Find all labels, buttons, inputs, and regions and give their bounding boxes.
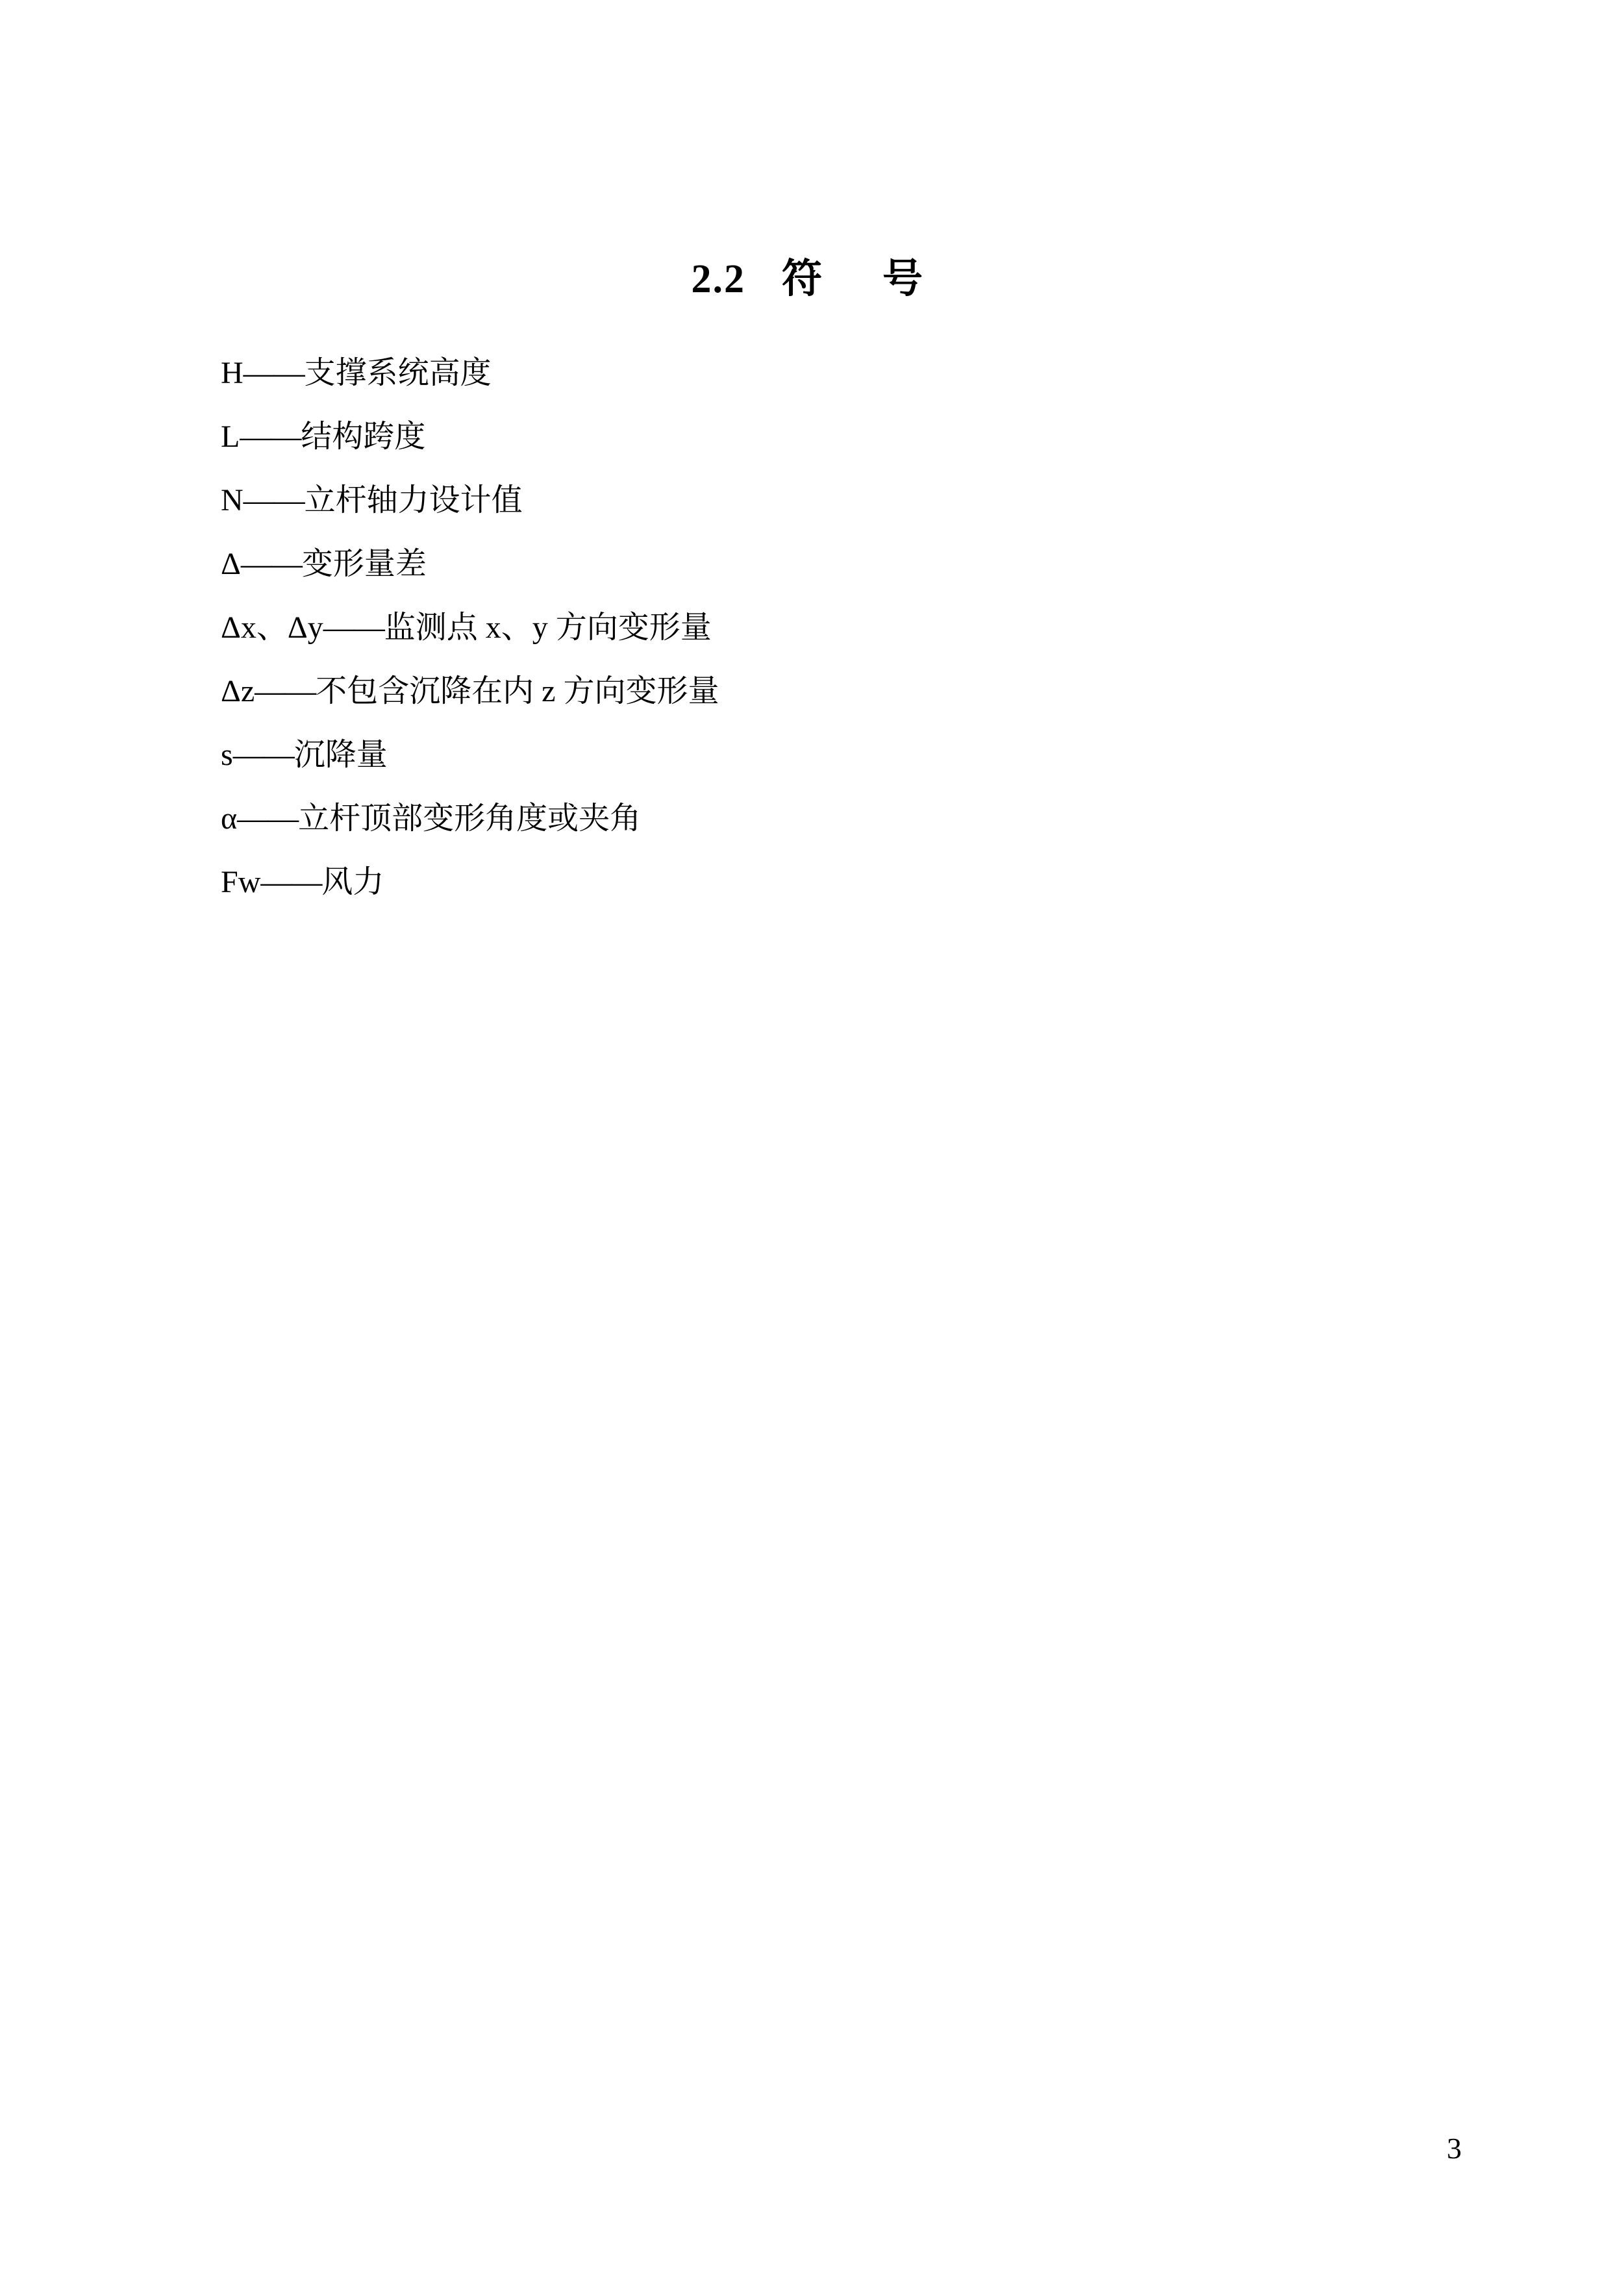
symbol-description: 不包含沉降在内 z 方向变形量 — [316, 674, 719, 708]
dash-separator: —— — [240, 547, 302, 581]
symbol: L — [221, 419, 240, 454]
symbol-description: 变形量差 — [301, 547, 427, 581]
symbol-definition-row — [221, 549, 1494, 580]
section-heading — [0, 257, 1624, 301]
symbol-definition-row — [221, 867, 1494, 898]
symbol: Δz — [221, 674, 255, 708]
symbol-definition-row — [221, 803, 1494, 834]
symbol-description: 风力 — [321, 865, 384, 899]
symbol: H — [221, 356, 244, 390]
symbol-description: 结构跨度 — [301, 419, 426, 454]
dash-separator: —— — [260, 865, 322, 899]
symbol-definition-row — [221, 676, 1494, 707]
section-title: 符 号 — [781, 257, 933, 301]
symbol-description: 支撑系统高度 — [304, 356, 492, 390]
page-number: 3 — [1447, 2132, 1462, 2165]
section-number: 2.2 — [691, 257, 745, 301]
symbol-description: 沉降量 — [294, 738, 388, 772]
symbol-definition-row — [221, 612, 1494, 643]
symbol-description: 监测点 x、y 方向变形量 — [384, 610, 712, 645]
symbol-definition-row — [221, 358, 1494, 389]
dash-separator: —— — [243, 483, 305, 518]
dash-separator: —— — [243, 356, 305, 390]
symbol: α — [221, 801, 238, 836]
symbol: s — [221, 738, 233, 772]
dash-separator: —— — [240, 419, 301, 454]
symbol: Δ — [221, 547, 241, 581]
symbol-definition-row — [221, 740, 1494, 771]
dash-separator: —— — [237, 801, 299, 836]
symbol: Fw — [221, 865, 261, 899]
symbol-description: 立杆轴力设计值 — [304, 483, 523, 518]
symbol-description: 立杆顶部变形角度或夹角 — [298, 801, 642, 836]
symbol-definition-row — [221, 485, 1494, 516]
dash-separator: —— — [255, 674, 316, 708]
dash-separator: —— — [232, 738, 294, 772]
symbol: Δx、Δy — [221, 610, 323, 645]
symbol-definition-row — [221, 421, 1494, 453]
dash-separator: —— — [323, 610, 384, 645]
symbol: N — [221, 483, 244, 518]
symbol-list — [221, 358, 1494, 930]
